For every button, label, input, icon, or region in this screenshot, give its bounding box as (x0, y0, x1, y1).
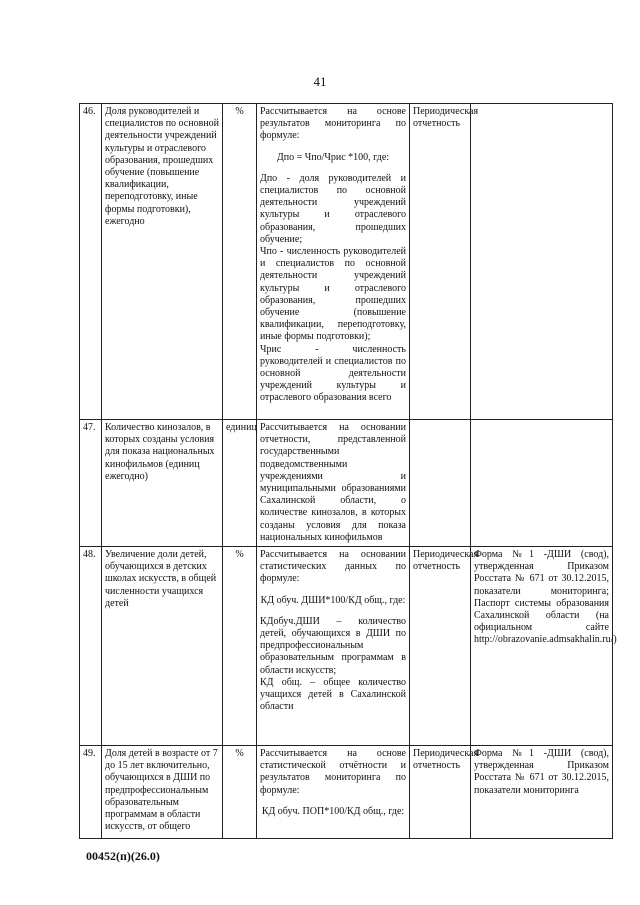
page-number: 41 (313, 74, 327, 89)
periodicity: Периодическая отчетность (410, 104, 471, 420)
formula: КД обуч. ПОП*100/КД общ., где: (261, 805, 405, 817)
row-number: 46. (80, 104, 102, 420)
method-intro: Рассчитывается на основании статистических данных по формуле: (260, 549, 406, 585)
table-row (80, 547, 613, 746)
indicator-name: Доля руководителей и специалистов по основной деятельности учреждений культуры и отраслевого образования, прошедших обучение (повышение квалификации, переподготовку, иные формы подготовки), ежегодно (102, 104, 223, 420)
unit: % (223, 104, 257, 420)
method-intro: Рассчитывается на основе результатов мониторинга по формуле: (260, 106, 406, 142)
row-number: 48. (80, 547, 102, 746)
method-intro: Рассчитывается на основе статистической отчётности и результатов мониторинга по формуле: (260, 748, 406, 796)
method-definition: Чрис - численность руководителей и специалистов по основной деятельности учреждений культуры и отраслевого образования всего (260, 343, 406, 404)
data-source (471, 104, 613, 420)
indicator-name: Количество кинозалов, в которых созданы условия для показа национальных кинофильмов (единиц ежегодно) (102, 420, 223, 547)
row-number: 47. (80, 420, 102, 547)
method-intro: Рассчитывается на основании отчетности, представленной государственными подведомственными учреждениями и муниципальными образованиями Сахалинской области, о количестве кинозалов, в которых созданы условия для показа национальных кинофильмов (260, 422, 406, 543)
calculation-method (257, 420, 410, 547)
table-row (80, 104, 613, 420)
data-source (471, 420, 613, 547)
calculation-method (257, 746, 410, 839)
formula: Дпо = Чпо/Чрис *100, где: (276, 151, 390, 163)
calculation-method (257, 104, 410, 420)
data-source: Форма №1 -ДШИ (свод), утвержденная Приказом Росстата № 671 от 30.12.2015, показатели мониторинга (471, 746, 613, 839)
periodicity: Периодическая отчетность (410, 746, 471, 839)
periodicity (410, 420, 471, 547)
table-row (80, 746, 613, 839)
unit: % (223, 547, 257, 746)
method-definition: Дпо - доля руководителей и специалистов по основной деятельности учреждений культуры и отраслевого образования, прошедших обучение; (260, 172, 406, 245)
table-row (80, 420, 613, 547)
unit: единиц (223, 420, 257, 547)
method-definition: КД общ. – общее количество учащихся детей в Сахалинской области (260, 676, 406, 713)
calculation-method (257, 547, 410, 746)
indicators-table (79, 103, 617, 839)
indicator-name: Доля детей в возрасте от 7 до 15 лет включительно, обучающихся в ДШИ по предпрофессиональным образовательным программам в области искусств, от общего (102, 746, 223, 839)
periodicity: Периодическая отчетность (410, 547, 471, 746)
method-definition: КДобуч.ДШИ – количество детей, обучающихся в ДШИ по предпрофессиональным образовательным программам в области искусств; (260, 615, 406, 676)
formula: КД обуч. ДШИ*100/КД общ., где: (260, 594, 406, 606)
document-code: 00452(п)(26.0) (86, 849, 160, 863)
unit: % (223, 746, 257, 839)
indicator-name: Увеличение доли детей, обучающихся в детских школах искусств, в общей численности учащихся детей (102, 547, 223, 746)
row-number: 49. (80, 746, 102, 839)
data-source: Форма №1 -ДШИ (свод), утвержденная Приказом Росстата № 671 от 30.12.2015, показатели мониторинга; Паспорт системы образования Сахалинской области (на официальном сайте http://obrazovanie.admsakhalin.ru/) (471, 547, 613, 746)
method-definition: Чпо - численность руководителей и специалистов по основной деятельности учреждений культуры и отраслевого образования, прошедших обучение (повышение квалификации, переподготовку, иные формы подготовки); (260, 246, 406, 343)
